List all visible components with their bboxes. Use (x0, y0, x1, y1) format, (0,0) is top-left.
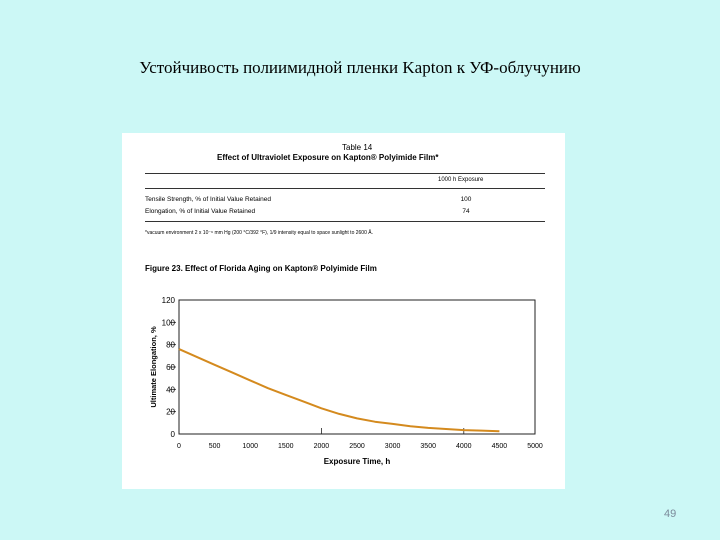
y-tick-label: 20 (166, 407, 175, 417)
y-tick-label: 60 (166, 363, 175, 372)
elongation-chart (122, 133, 565, 489)
table-column-header: 1000 h Exposure (438, 177, 484, 183)
figure-panel (122, 133, 565, 489)
x-tick-label: 4500 (491, 443, 508, 450)
y-axis-label: Ultimate Elongation, % (149, 326, 158, 408)
table-row-value: 100 (460, 196, 472, 203)
x-tick-label: 1000 (242, 443, 258, 450)
page-number: 49 (664, 508, 677, 520)
x-tick-label: 5000 (527, 443, 543, 450)
x-tick-label: 2500 (349, 443, 365, 450)
x-axis-label: Exposure Time, h (323, 457, 391, 466)
y-tick-label: 100 (161, 318, 175, 328)
x-tick-label: 2000 (313, 443, 330, 450)
x-tick-label: 3000 (384, 443, 401, 450)
table-footnote: *vacuum environment 2 x 10⁻⁶ mm Hg (200 °C/392 °F), 1/9 intensity equal to space sunlight to 2600 Å. (145, 230, 373, 236)
table-number: Table 14 (342, 143, 373, 152)
x-tick-label: 4000 (456, 443, 472, 450)
y-tick-label: 80 (166, 340, 175, 350)
y-tick-label: 120 (161, 296, 175, 305)
table-title: Effect of Ultraviolet Exposure on Kapton® Polyimide Film* (217, 153, 439, 162)
x-tick-label: 0 (177, 443, 181, 450)
table-row-label: Tensile Strength, % of Initial Value Retained (145, 196, 271, 203)
plot-frame (179, 300, 535, 434)
slide-title: Устойчивость полиимидной пленки Kapton к УФ-облучунию (139, 58, 581, 77)
series-line-kapton (179, 349, 499, 431)
figure-caption: Figure 23. Effect of Florida Aging on Kapton® Polyimide Film (145, 264, 377, 273)
y-tick-label: 40 (166, 385, 175, 395)
x-tick-label: 500 (208, 443, 221, 450)
x-tick-label: 1500 (278, 443, 294, 450)
table-row-value: 74 (462, 208, 470, 215)
x-tick-label: 3500 (420, 443, 436, 450)
y-tick-label: 0 (170, 430, 175, 439)
table-row-label: Elongation, % of Initial Value Retained (145, 208, 256, 215)
